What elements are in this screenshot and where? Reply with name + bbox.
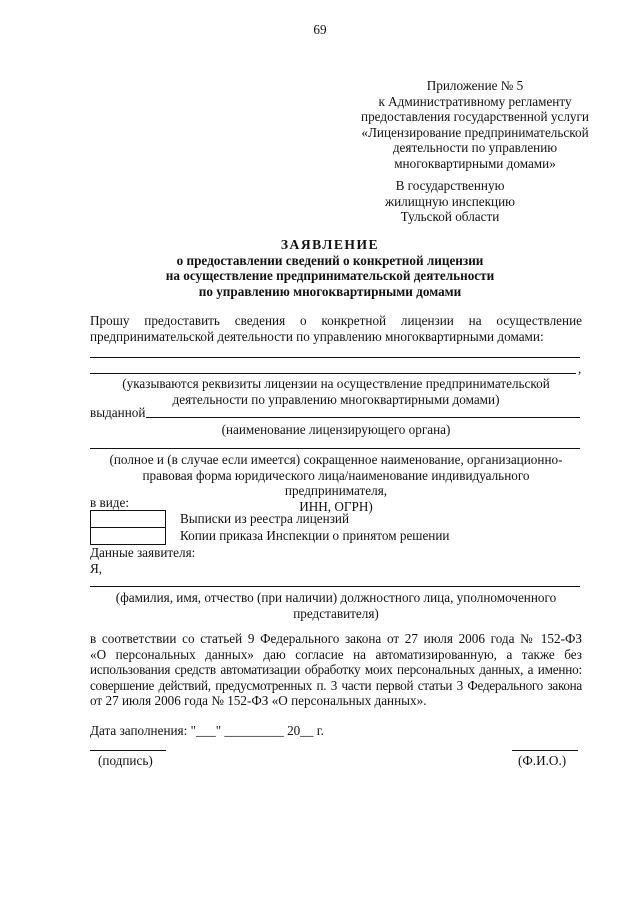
entity-hint-line: правовая форма юридического лица/наименование индивидуального предпринимателя, bbox=[142, 467, 530, 499]
form-label: в виде: bbox=[90, 495, 130, 510]
option-label-order-copy: Копии приказа Инспекции о принятом решении bbox=[180, 528, 450, 543]
consent-text bbox=[90, 631, 582, 709]
appendix-line: Приложение № 5 bbox=[426, 78, 524, 93]
appendix-line: предоставления государственной услуги bbox=[361, 109, 589, 125]
fio-field-line[interactable] bbox=[512, 750, 578, 751]
entity-hint-line: ИНН, ОГРН) bbox=[299, 498, 373, 514]
appendix-header bbox=[340, 78, 610, 172]
entity-field-line[interactable] bbox=[90, 448, 580, 449]
addressee-line: Тульской области bbox=[400, 209, 500, 225]
issued-field-line[interactable] bbox=[146, 417, 580, 418]
i-label: Я, bbox=[90, 561, 103, 576]
addressee-line: В государственную bbox=[395, 178, 505, 193]
applicant-label: Данные заявителя: bbox=[90, 545, 196, 560]
option-checkbox-extract[interactable] bbox=[90, 510, 166, 528]
addressee-line: жилищную инспекцию bbox=[384, 193, 515, 209]
signature-label: (подпись) bbox=[98, 753, 153, 768]
appendix-line: многоквартирными домами» bbox=[394, 155, 556, 171]
applicant-name-field-line[interactable] bbox=[90, 586, 580, 587]
date-line[interactable]: Дата заполнения: "___" _________ 20__ г. bbox=[90, 723, 324, 738]
consent-line: от 27 июля 2006 года № 152-ФЗ «О персональных данных». bbox=[90, 693, 427, 709]
license-hint bbox=[90, 376, 582, 407]
license-hint-line: деятельности по управлению многоквартирными домами) bbox=[172, 391, 500, 407]
license-hint-line: (указываются реквизиты лицензии на осуществление предпринимательской bbox=[122, 376, 550, 391]
option-label-extract: Выписки из реестра лицензий bbox=[180, 511, 350, 526]
issued-hint: (наименование лицензирующего органа) bbox=[221, 422, 451, 437]
entity-hint bbox=[90, 452, 582, 514]
appendix-line: «Лицензирование предпринимательской bbox=[361, 124, 589, 140]
consent-line: использования средств автоматизации обработку моих персональных данных, а именно: bbox=[90, 662, 582, 678]
issued-label: выданной bbox=[90, 405, 146, 420]
consent-line: «О персональных данных» даю согласие на автоматизированную, а также без bbox=[90, 646, 582, 662]
consent-line: совершение действий, предусмотренных п. 3 части первой статьи 3 Федерального закона bbox=[90, 677, 582, 693]
addressee-block bbox=[350, 178, 550, 225]
license-comma: , bbox=[578, 361, 582, 376]
appendix-line: к Административному регламенту bbox=[378, 93, 572, 109]
signature-field-line[interactable] bbox=[90, 750, 166, 751]
request-text: Прошу предоставить сведения о конкретной лицензии на осуществление предпринимательской деятельности по управлению многоквартирными домами: bbox=[90, 313, 582, 344]
license-field-line-2[interactable] bbox=[90, 373, 576, 374]
option-checkbox-order-copy[interactable] bbox=[90, 527, 166, 545]
page-number: 69 bbox=[313, 22, 327, 37]
document-title bbox=[60, 237, 600, 299]
license-field-line-1[interactable] bbox=[90, 357, 580, 358]
title-subtitle-line: по управлению многоквартирными домами bbox=[198, 283, 462, 299]
name-hint bbox=[90, 590, 582, 621]
appendix-line: деятельности по управлению bbox=[392, 140, 558, 156]
title-subtitle-line: о предоставлении сведений о конкретной лицензии bbox=[176, 252, 484, 268]
name-hint-line: представителя) bbox=[293, 605, 379, 621]
title-main: ЗАЯВЛЕНИЕ bbox=[280, 237, 380, 252]
name-hint-line: (фамилия, имя, отчество (при наличии) должностного лица, уполномоченного bbox=[115, 590, 557, 605]
entity-hint-line: (полное и (в случае если имеется) сокращенное наименование, организационно- bbox=[109, 452, 563, 467]
consent-line: в соответствии со статьей 9 Федерального закона от 27 июля 2006 года № 152-ФЗ bbox=[90, 631, 582, 646]
fio-label: (Ф.И.О.) bbox=[518, 753, 567, 768]
title-subtitle-line: на осуществление предпринимательской деятельности bbox=[165, 268, 495, 284]
